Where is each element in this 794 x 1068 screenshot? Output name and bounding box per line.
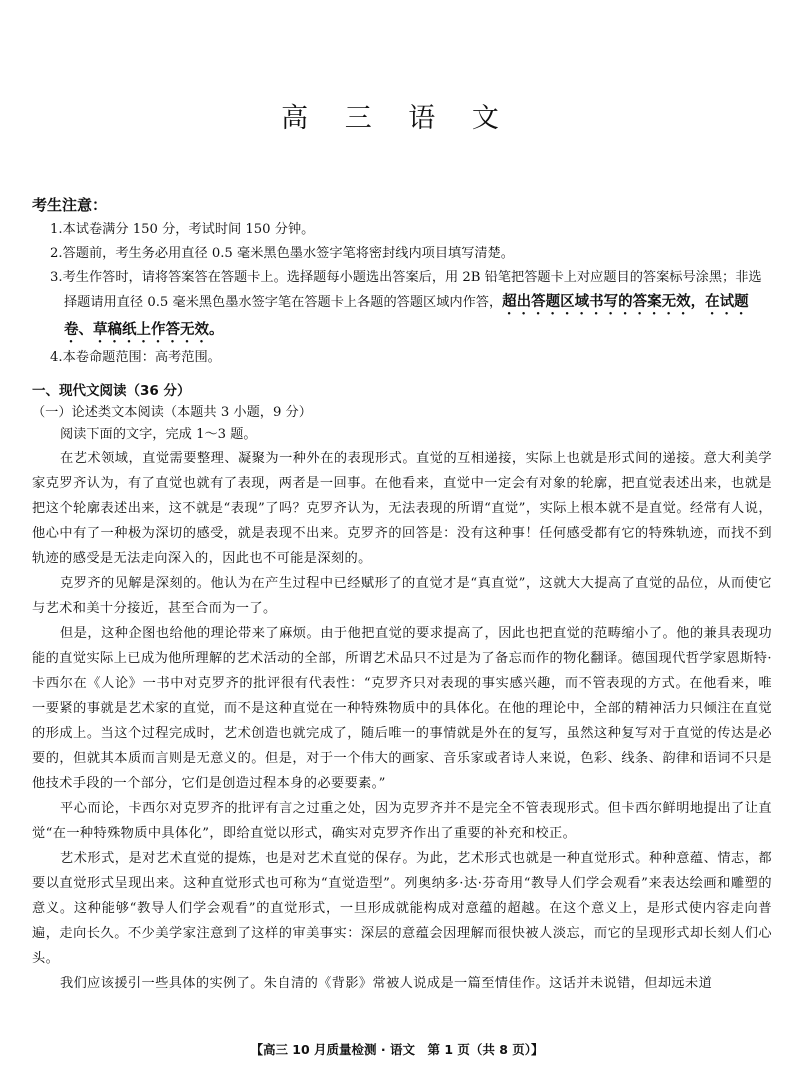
notice-item-4: [32, 346, 772, 370]
notice-item-number: 4.: [50, 350, 63, 365]
passage-paragraph: 平心而论，卡西尔对克罗齐的批评有言之过重之处，因为克罗齐并不是完全不管表现形式。但卡西尔鲜明地提出了让直觉“在一种特殊物质中具体化”，即给直觉以形式，确实对克罗齐作出了重要的补充和校正。: [32, 801, 772, 841]
notice-list: [32, 218, 772, 370]
candidate-notice: [32, 196, 772, 370]
notice-item-2: [32, 242, 772, 266]
notice-heading: 考生注意：: [32, 196, 108, 214]
passage-paragraph: 克罗齐的见解是深刻的。他认为在产生过程中已经赋形了的直觉才是“真直觉”，这就大大提高了直觉的品位，从而使它与艺术和美十分接近，甚至合而为一了。: [32, 576, 772, 616]
sub-section-heading: （一）论述类文本阅读（本题共 3 小题，9 分）: [32, 405, 312, 420]
notice-emphasis-warning: 超出答题区域书写的答案无效，在试题卷、草稿纸上作答无效。: [64, 294, 749, 338]
notice-item-text: 考生作答时，请将答案答在答题卡上。选择题每小题选出答案后，用 2B 铅笔把答题卡上对应题目的答案标号涂黑；非选择题请用直径 0.5 毫米黑色墨水签字笔在答题卡上各题的答题区域内作答，: [62, 270, 762, 310]
section-heading: 一、现代文阅读（36 分）: [32, 383, 191, 399]
passage-paragraph: 我们应该援引一些具体的实例了。朱自清的《背影》常被人说成是一篇至情佳作。这话并未说错，但却远未道: [60, 976, 713, 991]
page-footer: 【高三 10 月质量检测 · 语文 第 1 页（共 8 页）】: [250, 1042, 544, 1057]
passage-paragraph: 在艺术领域，直觉需要整理、凝聚为一种外在的表现形式。直觉的互相递接，实际上也就是形式间的递接。意大利美学家克罗齐认为，有了直觉也就有了表现，两者是一回事。在他看来，直觉中一定会有对象的轮廓，把直觉表述出来，也就是把这个轮廓表述出来，这不就是“表现”了吗？克罗齐认为，无法表现的所谓“直觉”，实际上根本就不是直觉。经常有人说，他心中有了一种极为深切的感受，就是表现不出来。克罗齐的回答是：没有这种事！任何感受都有它的特殊轨迹，而找不到轨迹的感受是无法走向深入的，因此也不可能是深刻的。: [32, 451, 772, 566]
notice-item-1: [32, 218, 772, 242]
reading-section: [32, 380, 772, 996]
notice-item-text: 本卷命题范围：高考范围。: [62, 350, 221, 365]
notice-item-text: 本试卷满分 150 分，考试时间 150 分钟。: [62, 222, 315, 237]
notice-item-number: 3.: [50, 270, 63, 285]
reading-instruction: 阅读下面的文字，完成 1～3 题。: [60, 427, 257, 442]
passage-paragraph: 艺术形式，是对艺术直觉的提炼，也是对艺术直觉的保存。为此，艺术形式也就是一种直觉形式。种种意蕴、情志，都要以直觉形式呈现出来。这种直觉形式也可称为“直觉造型”。列奥纳多·达·芬奇用“教导人们学会观看”来表达绘画和雕塑的意义。这种能够“教导人们学会观看”的直觉形式，一旦形成就能构成对意蕴的超越。在这个意义上，是形式使内容走向普遍，走向长久。不少美学家注意到了这样的审美事实：深层的意蕴会因理解而很快被人淡忘，而它的呈现形式却长刻人们心头。: [32, 851, 772, 966]
page-title: 高 三 语 文: [281, 103, 513, 134]
notice-item-number: 1.: [50, 222, 63, 237]
notice-item-3: [32, 266, 772, 346]
notice-item-number: 2.: [50, 246, 63, 261]
passage-paragraph: 但是，这种企图也给他的理论带来了麻烦。由于他把直觉的要求提高了，因此也把直觉的范畴缩小了。他的兼具表现功能的直觉实际上已成为他所理解的艺术活动的全部，所谓艺术品只不过是为了备忘而作的物化翻译。德国现代哲学家恩斯特·卡西尔在《人论》一书中对克罗齐的批评很有代表性：“克罗齐只对表现的事实感兴趣，而不管表现的方式。在他看来，唯一要紧的事就是艺术家的直觉，而不是这种直觉在一种特殊物质中的具体化。在他的理论中，全部的精神活力只倾注在直觉的形成上。当这个过程完成时，艺术创造也就完成了，随后唯一的事情就是外在的复写，虽然这种复写对于直觉的传达是必要的，但就其本质而言则是无意义的。但是，对于一个伟大的画家、音乐家或者诗人来说，色彩、线条、韵律和语词不只是他技术手段的一个部分，它们是创造过程本身的必要要素。”: [32, 626, 772, 791]
notice-item-text: 答题前，考生务必用直径 0.5 毫米黑色墨水签字笔将密封线内项目填写清楚。: [62, 246, 514, 261]
